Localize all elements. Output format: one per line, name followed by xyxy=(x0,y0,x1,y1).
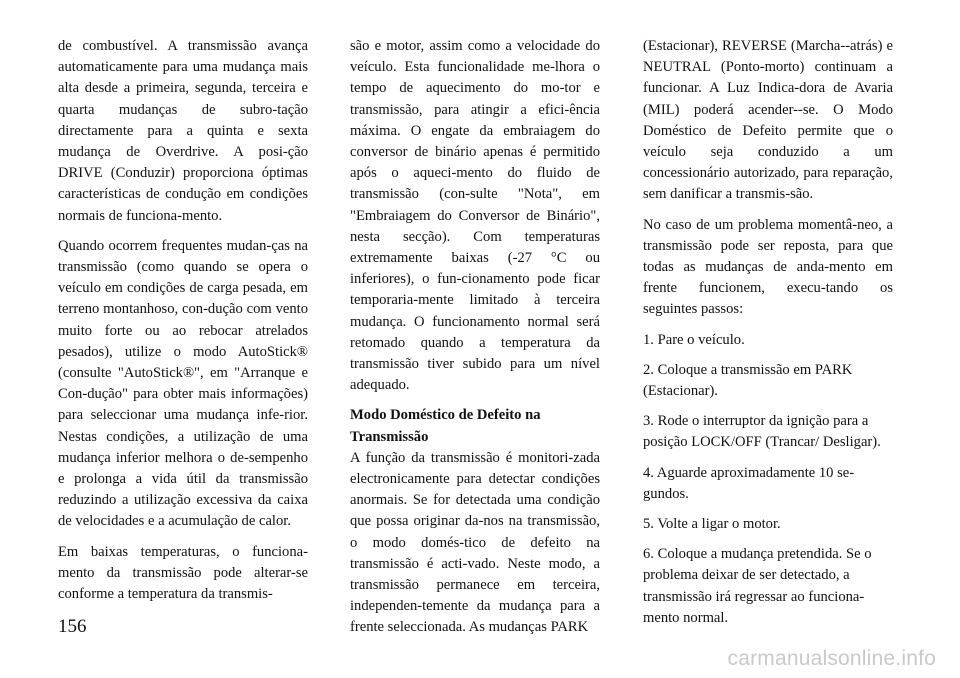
list-item: 3. Rode o interruptor da ignição para a posição LOCK/OFF (Trancar/ Desligar). xyxy=(643,413,881,451)
paragraph: A função da transmissão é monitori-zada electronicamente para detectar condições anormais. Se for detectada uma condição que possa originar da-nos na transmissão, o modo domés-tico de defeito na transmissão é acti-vado. Neste modo, a transmissão permanece em terceira, independen-temente da mudança para a frente seleccionada. As mudanças PARK xyxy=(350,449,600,636)
list-item: 4. Aguarde aproximadamente 10 se-gundos. xyxy=(643,464,855,502)
list-item: 2. Coloque a transmissão em PARK (Estacionar). xyxy=(643,361,853,400)
list-item: 6. Coloque a mudança pretendida. Se o problema deixar de ser detectado, a transmissão irá regressar ao funciona-mento normal. xyxy=(643,546,872,626)
paragraph: Em baixas temperaturas, o funciona-mento da transmissão pode alterar-se conforme a temperatura da transmis- xyxy=(58,543,308,603)
list-item: 5. Volte a ligar o motor. xyxy=(643,516,781,533)
paragraph: de combustível. A transmissão avança automaticamente para uma mudança mais alta desde a primeira, segunda, terceira e quarta mudanças de subro-tação directamente para a quinta e sexta mudança de Overdrive. A posi-ção DRIVE (Conduzir) proporciona óptimas características de condução em condições normais de funciona-mento. xyxy=(58,38,308,224)
text-column-1 xyxy=(58,36,308,614)
list-item: 1. Pare o veículo. xyxy=(643,331,745,348)
watermark: carmanualsonline.info xyxy=(727,647,936,670)
paragraph: são e motor, assim como a velocidade do veículo. Esta funcionalidade me-lhora o tempo de aquecimento do mo-tor e transmissão, para atingir a efici-ência máxima. O engate da embraiagem do conversor de binário apenas é permitido após o aqueci-mento do fluido de transmissão (con-sulte "Nota", em "Embraiagem do Conversor de Binário", nesta secção). Com temperaturas extremamente baixas (-27 °C ou inferiores), o fun-cionamento pode ficar temporaria-mente limitado à terceira mudança. O funcionamento normal será retomado quando a temperatura da transmissão tiver subido para um nível adequado. xyxy=(350,38,600,394)
page-number: 156 xyxy=(58,616,87,637)
section-heading: Modo Doméstico de Defeito na Transmissão xyxy=(350,407,541,445)
paragraph: No caso de um problema momentâ-neo, a transmissão pode ser reposta, para que todas as mudanças de anda-mento em frente funcionem, execu-tando os seguintes passos: xyxy=(643,216,893,318)
paragraph: Quando ocorrem frequentes mudan-ças na transmissão (como quando se opera o veículo em condições de carga pesada, em terreno montanhoso, con-dução com vento muito forte ou ao rebocar atrelados pesados), utilize o modo AutoStick® (consulte "AutoStick®", em "Arranque e Con-dução" para obter mais informações) para seleccionar uma mudança infe-rior. Nestas condições, a utilização de uma mudança inferior melhora o de-sempenho e prolonga a vida útil da transmissão reduzindo a utilização excessiva da caixa de velocidades e a acumulação de calor. xyxy=(58,237,308,530)
paragraph: (Estacionar), REVERSE (Marcha--atrás) e NEUTRAL (Ponto-morto) continuam a funcionar. A Luz Indica-dora de Avaria (MIL) poderá acender--se. O Modo Doméstico de Defeito permite que o veículo seja conduzido a um concessionário autorizado, para reparação, sem danificar a transmis-são. xyxy=(643,38,893,203)
text-column-2 xyxy=(350,36,600,648)
text-column-3 xyxy=(643,36,893,638)
